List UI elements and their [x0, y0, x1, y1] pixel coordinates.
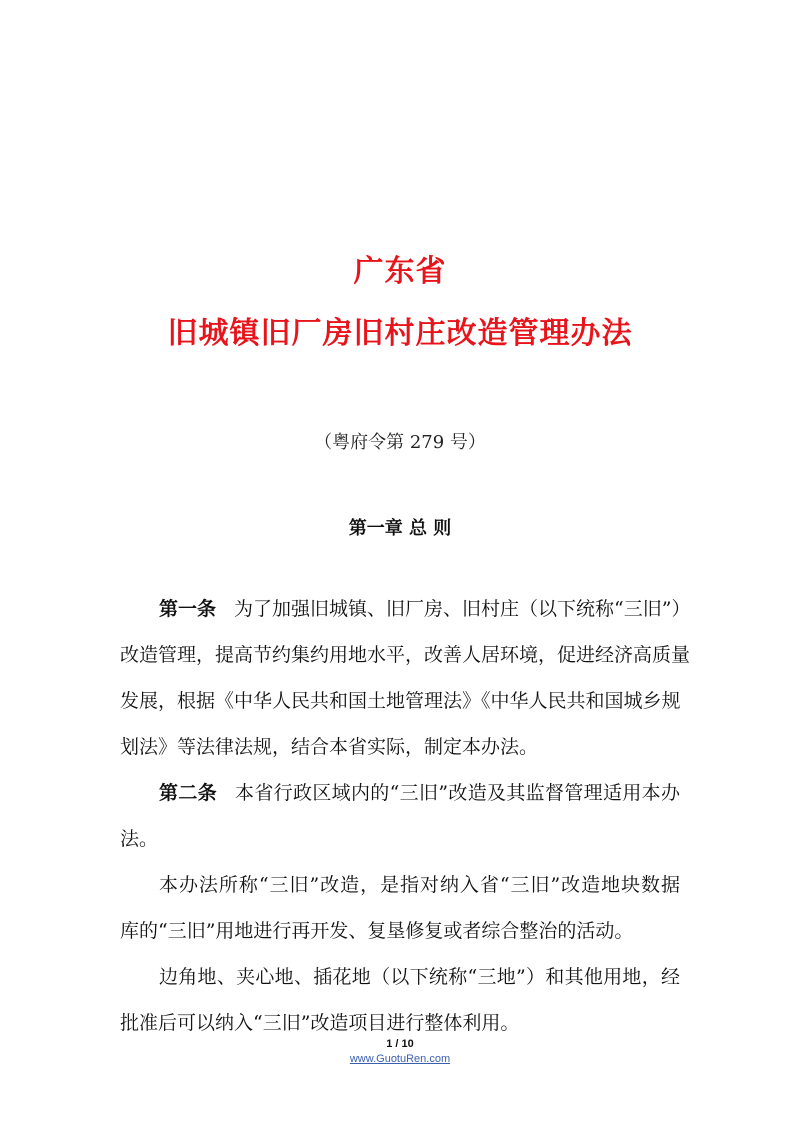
- article-1-line: 改造管理，提高节约集约用地水平，改善人居环境，促进经济高质量: [120, 644, 691, 666]
- doc-title-main: 旧城镇旧厂房旧村庄改造管理办法: [167, 316, 633, 351]
- website-link[interactable]: www.GuotuRen.com: [349, 1053, 451, 1065]
- page-footer: [0, 1037, 800, 1067]
- page-number: 1 / 10: [386, 1038, 414, 1050]
- order-number: （粤府令第 279 号）: [314, 432, 486, 453]
- article-2-line: [120, 778, 680, 824]
- doc-title-province: 广东省: [353, 254, 447, 289]
- article-1-line: [120, 594, 691, 640]
- paragraph-line: 库的“三旧”用地进行再开发、复垦修复或者综合整治的活动。: [120, 920, 634, 942]
- document-body: [120, 594, 691, 1054]
- chapter-heading: 第一章 总 则: [348, 518, 452, 539]
- paragraph-line: 边角地、夹心地、插花地（以下统称“三地”）和其他用地，经: [159, 966, 680, 988]
- text: 为了加强旧城镇、旧厂房、旧村庄（以下统称“三旧”）: [234, 598, 691, 620]
- article-1-line: 发展，根据《中华人民共和国土地管理法》《中华人民共和国城乡规: [120, 690, 681, 712]
- article-label: 第二条: [159, 782, 217, 804]
- paragraph-line: 批准后可以纳入“三旧”改造项目进行整体利用。: [120, 1012, 520, 1034]
- article-label: 第一条: [159, 598, 217, 620]
- article-2-line: 法。: [120, 828, 159, 850]
- text: 本省行政区域内的“三旧”改造及其监督管理适用本办: [235, 782, 680, 804]
- article-1-line: 划法》等法律法规，结合本省实际，制定本办法。: [120, 736, 539, 758]
- paragraph-line: 本办法所称“三旧”改造，是指对纳入省“三旧”改造地块数据: [159, 874, 680, 896]
